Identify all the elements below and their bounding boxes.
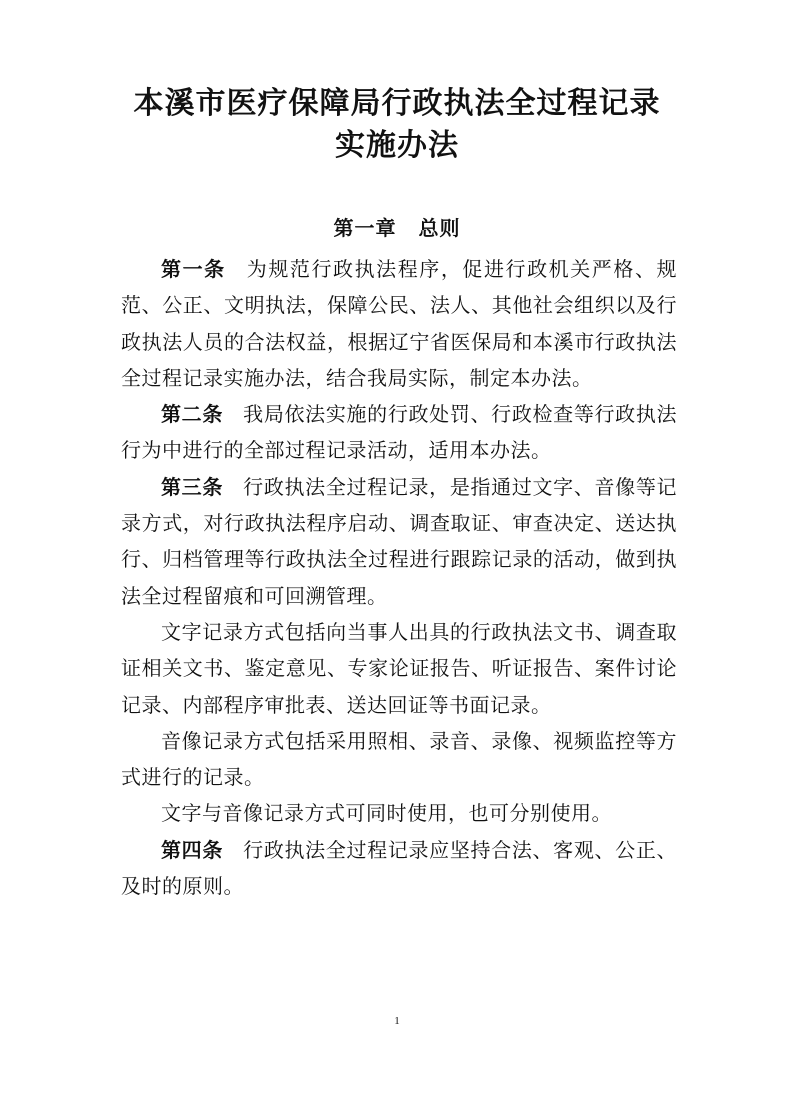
article-label: 第三条 [161, 474, 223, 499]
article-2 [121, 396, 677, 469]
article-1 [121, 251, 677, 396]
document-body [121, 251, 677, 904]
article-text: 为规范行政执法程序，促进行政机关严格、规范、公正、文明执法，保障公民、法人、其他社会组织以及行政执法人员的合法权益，根据辽宁省医保局和本溪市行政执法全过程记录实施办法，结合我局实际，制定本办法。 [121, 257, 678, 390]
article-text: 行政执法全过程记录应坚持合法、客观、公正、及时的原则。 [121, 837, 677, 899]
article-text: 我局依法实施的行政处罚、行政检查等行政执法行为中进行的全部过程记录活动，适用本办法。 [121, 402, 677, 463]
paragraph-audio-video-records: 音像记录方式包括采用照相、录音、录像、视频监控等方式进行的记录。 [121, 728, 677, 790]
chapter-name: 总则 [418, 216, 461, 240]
paragraph-text-records: 文字记录方式包括向当事人出具的行政执法文书、调查取证相关文书、鉴定意见、专家论证报告、听证报告、案件讨论记录、内部程序审批表、送达回证等书面记录。 [121, 619, 677, 717]
article-3 [121, 469, 677, 614]
page-number: 1 [394, 1015, 400, 1027]
chapter-number: 第一章 [333, 216, 397, 240]
chapter-heading [0, 210, 794, 246]
article-label: 第二条 [161, 402, 223, 427]
article-text: 行政执法全过程记录，是指通过文字、音像等记录方式，对行政执法程序启动、调查取证、审查决定、送达执行、归档管理等行政执法全过程进行跟踪记录的活动，做到执法全过程留痕和可回溯管理。 [121, 474, 677, 608]
article-label: 第四条 [161, 837, 223, 862]
article-label: 第一条 [161, 257, 226, 281]
document-title-line-1: 本溪市医疗保障局行政执法全过程记录 [133, 86, 661, 121]
article-4 [121, 832, 677, 905]
document-title-line-2: 实施办法 [335, 128, 459, 163]
paragraph-combined-use: 文字与音像记录方式可同时使用，也可分别使用。 [161, 801, 612, 826]
